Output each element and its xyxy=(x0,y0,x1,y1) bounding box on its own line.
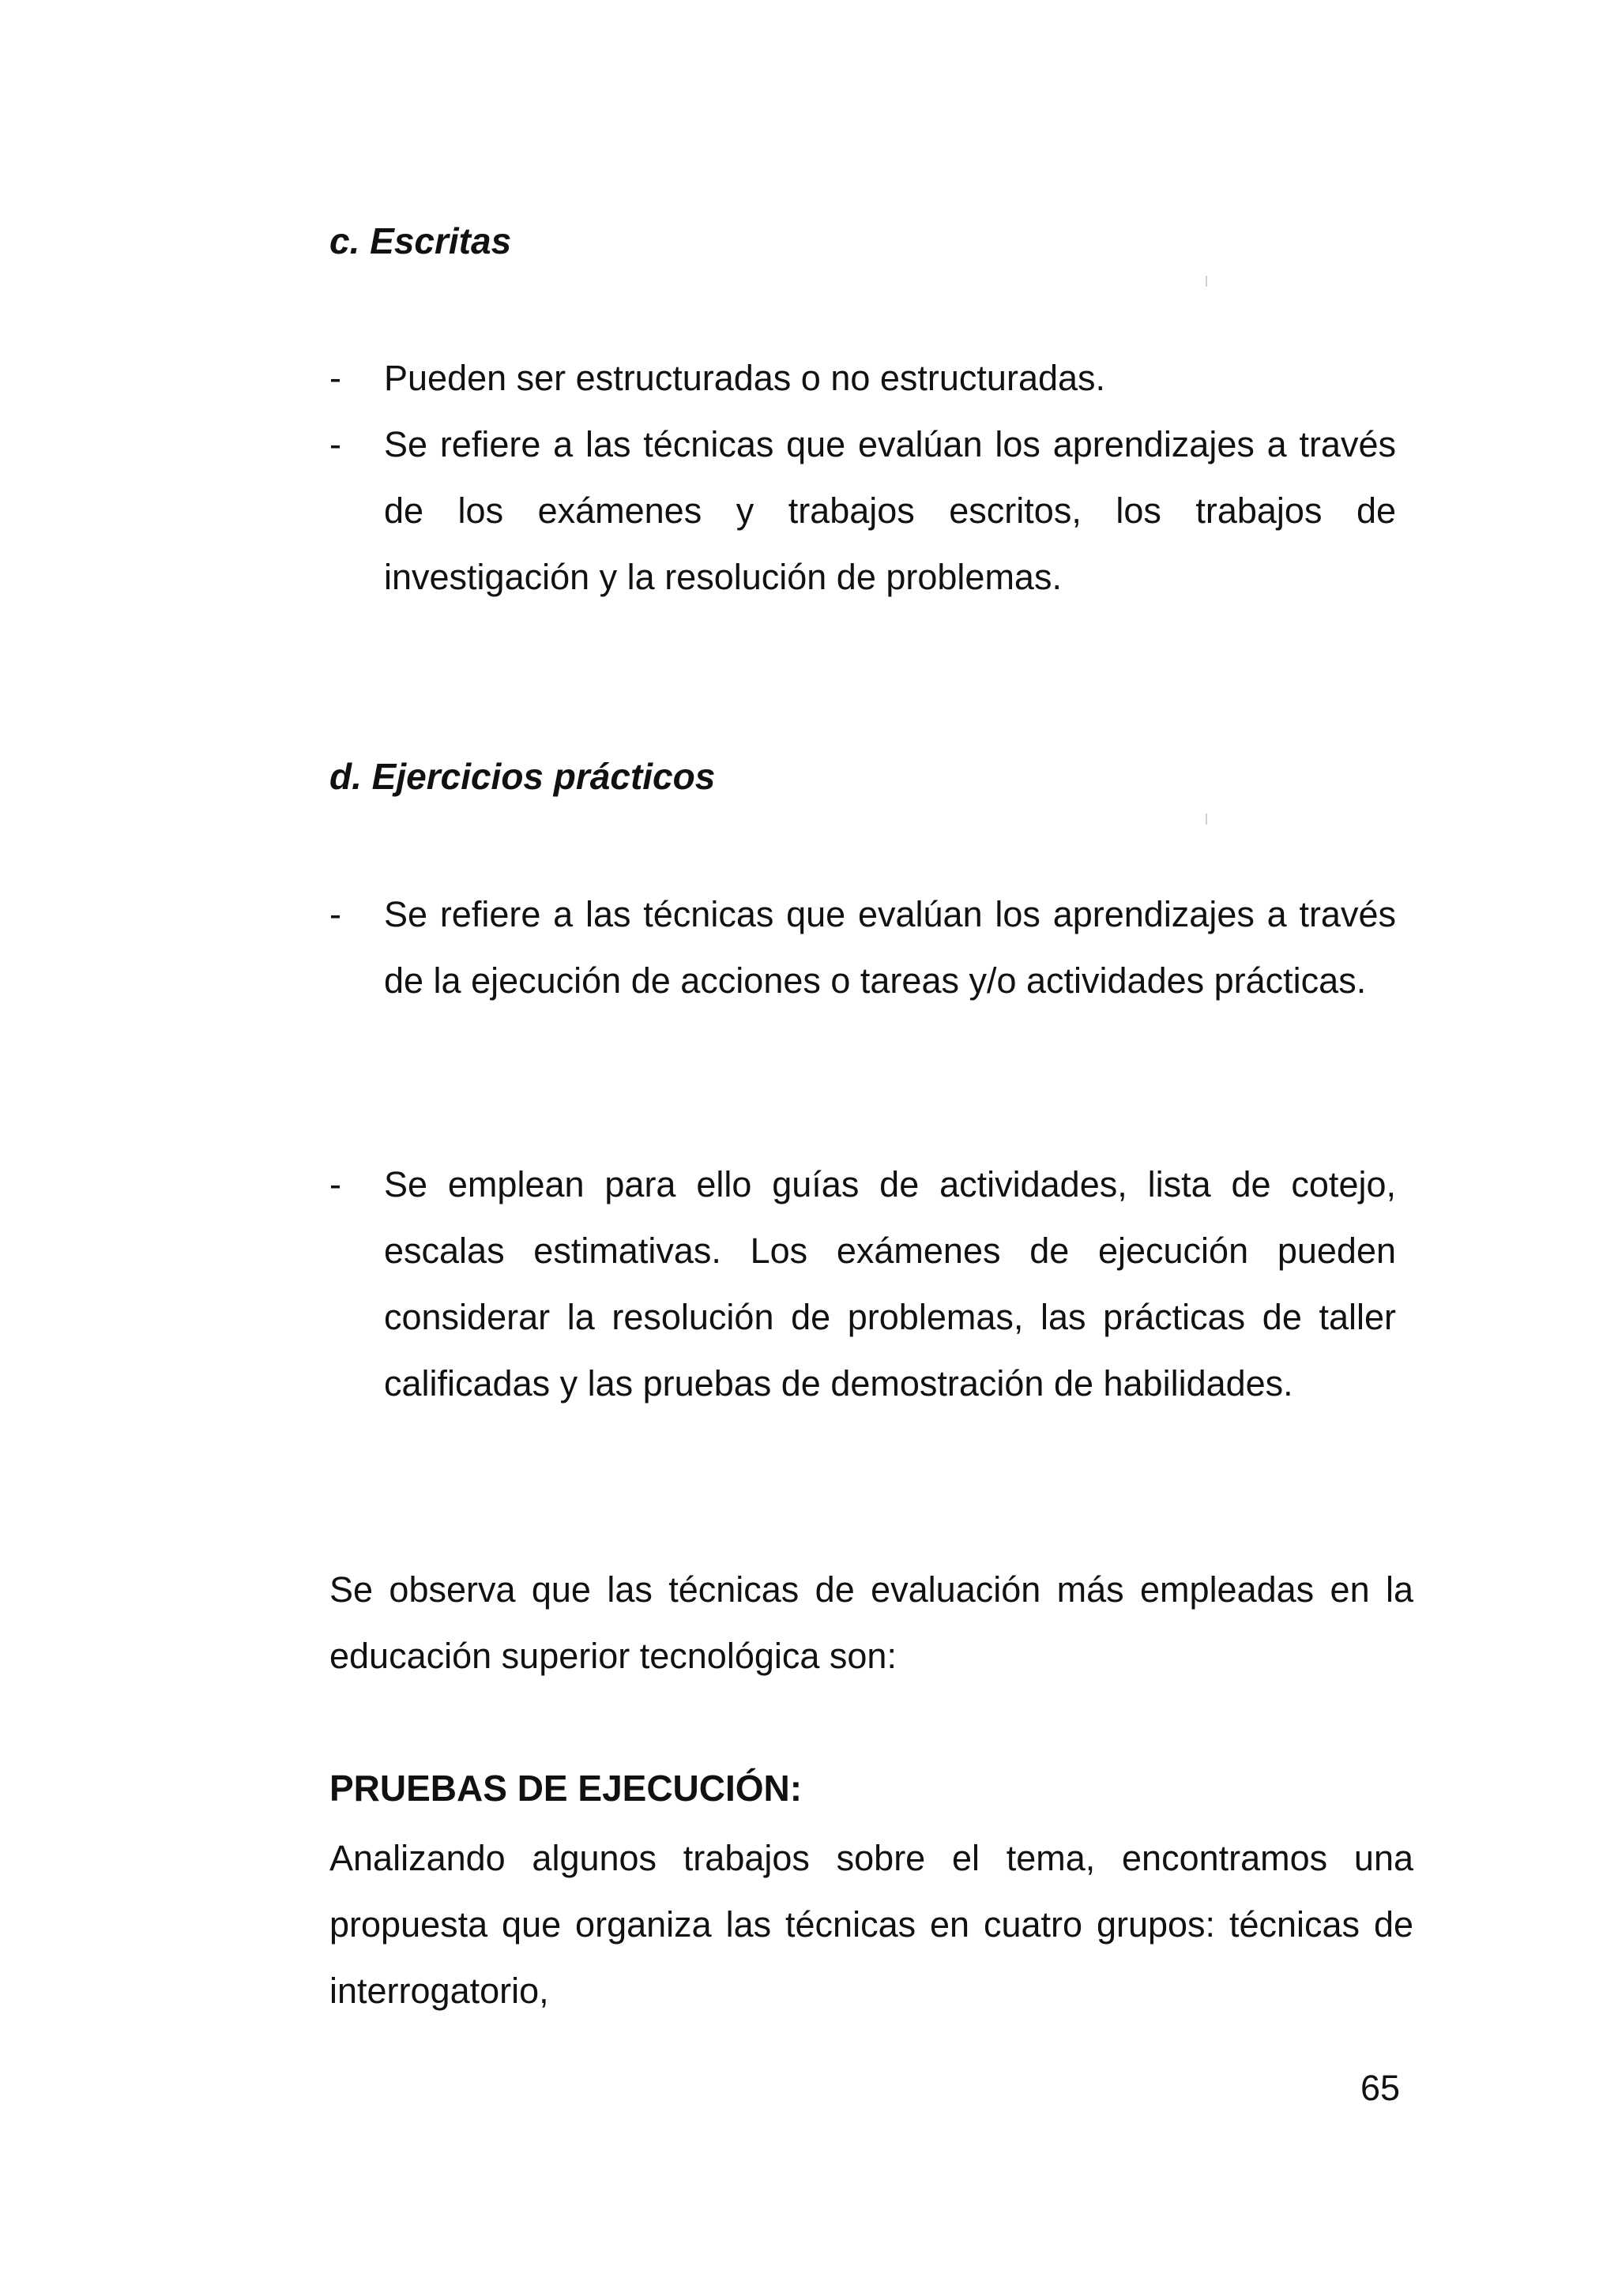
scan-mark xyxy=(1206,814,1207,825)
bullet-dash: - xyxy=(329,894,341,934)
bullet-dash: - xyxy=(329,1164,341,1204)
page-number: 65 xyxy=(1360,2068,1401,2108)
bullet-dash: - xyxy=(329,358,341,398)
scan-mark xyxy=(1206,276,1207,287)
bullet-text: Se refiere a las técnicas que evalúan los aprendizajes a través de los exámenes y trabajos escritos, los trabajos de investigación y la resolución de problemas. xyxy=(384,424,1396,597)
bullet-text: Se refiere a las técnicas que evalúan los aprendizajes a través de la ejecución de acciones o tareas y/o actividades prácticas. xyxy=(384,894,1396,1001)
summary-paragraph: Se observa que las técnicas de evaluación más empleadas en la educación superior tecnológica son: xyxy=(329,1569,1413,1676)
pruebas-paragraph: Analizando algunos trabajos sobre el tema, encontramos una propuesta que organiza las técnicas en cuatro grupos: técnicas de interrogatorio, xyxy=(329,1838,1413,2011)
bullet-text: Pueden ser estructuradas o no estructuradas. xyxy=(384,358,1106,398)
section-c-bullet-2 xyxy=(329,411,1396,611)
pruebas-title: PRUEBAS DE EJECUCIÓN: xyxy=(329,1768,803,1809)
section-d-bullet-1 xyxy=(329,881,1396,1014)
section-d-heading: d. Ejercicios prácticos xyxy=(329,756,716,797)
section-d-bullet-2 xyxy=(329,1152,1396,1417)
section-c-bullet-1 xyxy=(329,345,1396,411)
section-c-heading: c. Escritas xyxy=(329,220,512,261)
bullet-text: Se emplean para ello guías de actividades, lista de cotejo, escalas estimativas. Los exámenes de ejecución pueden considerar la resolución de problemas, las prácticas de taller calificadas y las pruebas de demostración de habilidades. xyxy=(384,1164,1396,1404)
bullet-dash: - xyxy=(329,424,341,464)
